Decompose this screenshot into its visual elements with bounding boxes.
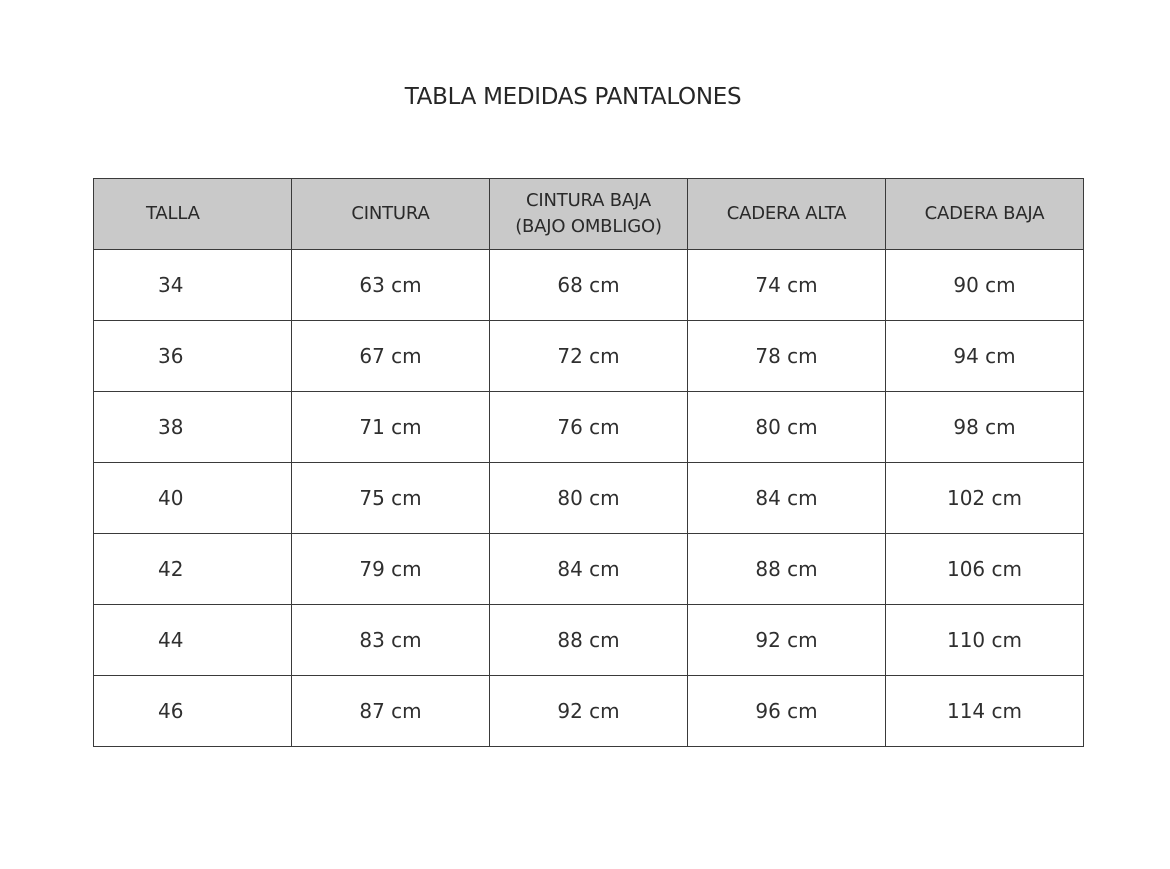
cell-talla: 38 [94, 392, 292, 463]
cell-cadera-alta: 92 cm [688, 605, 886, 676]
cell-cadera-baja: 98 cm [886, 392, 1084, 463]
size-table [93, 178, 1084, 747]
table-body [94, 250, 1084, 747]
cell-cintura-baja: 80 cm [490, 463, 688, 534]
table-header [94, 179, 1084, 250]
cell-talla: 40 [94, 463, 292, 534]
cell-cintura-baja: 72 cm [490, 321, 688, 392]
cell-cadera-alta: 96 cm [688, 676, 886, 747]
table-row [94, 250, 1084, 321]
cell-cintura-baja: 68 cm [490, 250, 688, 321]
cell-cintura: 63 cm [292, 250, 490, 321]
cell-talla: 36 [94, 321, 292, 392]
cell-cintura-baja: 76 cm [490, 392, 688, 463]
cell-cadera-baja: 102 cm [886, 463, 1084, 534]
header-cintura-baja [490, 179, 688, 250]
header-cintura: CINTURA [292, 179, 490, 250]
cell-cadera-alta: 78 cm [688, 321, 886, 392]
cell-cintura-baja: 88 cm [490, 605, 688, 676]
cell-cadera-alta: 80 cm [688, 392, 886, 463]
cell-cintura: 67 cm [292, 321, 490, 392]
table-row [94, 605, 1084, 676]
cell-cintura-baja: 84 cm [490, 534, 688, 605]
cell-talla: 44 [94, 605, 292, 676]
cell-cintura-baja: 92 cm [490, 676, 688, 747]
cell-talla: 34 [94, 250, 292, 321]
cell-cintura: 75 cm [292, 463, 490, 534]
cell-cadera-alta: 88 cm [688, 534, 886, 605]
cell-cintura: 79 cm [292, 534, 490, 605]
table-row [94, 534, 1084, 605]
table-row [94, 676, 1084, 747]
table-row [94, 392, 1084, 463]
cell-cadera-alta: 84 cm [688, 463, 886, 534]
header-cintura-baja-line2: (BAJO OMBLIGO) [515, 216, 662, 237]
table-row [94, 463, 1084, 534]
cell-cintura: 71 cm [292, 392, 490, 463]
cell-cadera-baja: 110 cm [886, 605, 1084, 676]
cell-cadera-baja: 94 cm [886, 321, 1084, 392]
cell-cadera-baja: 114 cm [886, 676, 1084, 747]
cell-cadera-alta: 74 cm [688, 250, 886, 321]
header-row [94, 179, 1084, 250]
table-row [94, 321, 1084, 392]
header-cadera-alta: CADERA ALTA [688, 179, 886, 250]
header-cadera-baja: CADERA BAJA [886, 179, 1084, 250]
cell-cadera-baja: 106 cm [886, 534, 1084, 605]
cell-cadera-baja: 90 cm [886, 250, 1084, 321]
header-cintura-baja-line1: CINTURA BAJA [526, 190, 651, 211]
cell-talla: 46 [94, 676, 292, 747]
header-talla: TALLA [94, 179, 292, 250]
cell-cintura: 87 cm [292, 676, 490, 747]
page-title: TABLA MEDIDAS PANTALONES [404, 84, 742, 110]
cell-cintura: 83 cm [292, 605, 490, 676]
cell-talla: 42 [94, 534, 292, 605]
